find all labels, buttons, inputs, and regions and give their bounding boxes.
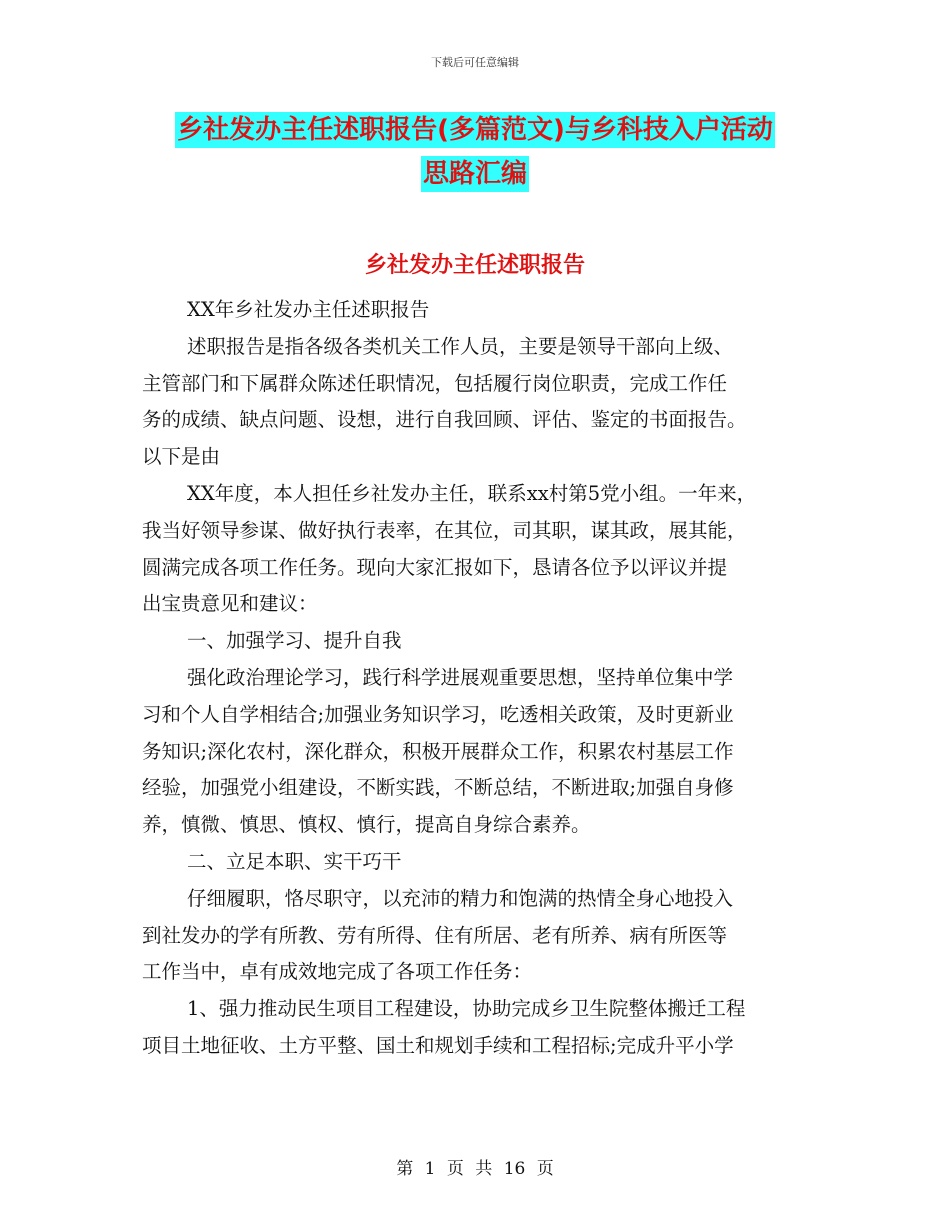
section-heading: 一、加强学习、提升自我	[187, 629, 402, 653]
header-note: 下载后可任意编辑	[431, 56, 519, 69]
paragraph-line: 1、强力推动民生项目工程建设，协助完成乡卫生院整体搬迁工程	[187, 997, 746, 1021]
page-footer: 第 1 页 共 16 页	[396, 1159, 554, 1179]
paragraph-line: 述职报告是指各级各类机关工作人员，主要是领导干部向上级、	[187, 334, 734, 358]
section-subtitle: 乡社发办主任述职报告	[364, 253, 585, 278]
paragraph-line: 习和个人自学相结合;加强业务知识学习，吃透相关政策，及时更新业	[142, 702, 734, 726]
paragraph-line: 务知识;深化农村，深化群众，积极开展群众工作，积累农村基层工作	[142, 739, 734, 763]
paragraph-line: 经验，加强党小组建设，不断实践，不断总结，不断进取;加强自身修	[142, 776, 734, 800]
section-heading: 二、立足本职、实干巧干	[187, 849, 402, 873]
paragraph-line: 强化政治理论学习，践行科学进展观重要思想，坚持单位集中学	[187, 665, 734, 689]
document-title-line-1	[0, 114, 950, 146]
paragraph-line: XX年乡社发办主任述职报告	[187, 298, 430, 321]
paragraph-line: 以下是由	[142, 445, 221, 469]
title-highlight-1: 乡社发办主任述职报告(多篇范文)与乡科技入户活动	[175, 112, 775, 148]
paragraph-line: 主管部门和下属群众陈述任职情况，包括履行岗位职责，完成工作任	[142, 371, 728, 395]
paragraph-line: 仔细履职，恪尽职守，以充沛的精力和饱满的热情全身心地投入	[187, 886, 734, 910]
paragraph-line: 我当好领导参谋、做好执行表率，在其位，司其职，谋其政，展其能，	[142, 518, 747, 542]
paragraph-line: 圆满完成各项工作任务。现向大家汇报如下，恳请各位予以评议并提	[142, 555, 728, 579]
document-title-line-2	[0, 158, 950, 190]
paragraph-line: 到社发办的学有所教、劳有所得、住有所居、老有所养、病有所医等	[142, 923, 728, 947]
paragraph-line: 务的成绩、缺点问题、设想，进行自我回顾、评估、鉴定的书面报告。	[142, 408, 747, 432]
paragraph-line: 出宝贵意见和建议：	[142, 592, 318, 616]
title-highlight-2: 思路汇编	[421, 156, 529, 192]
paragraph-line: XX年度，本人担任乡社发办主任，联系xx村第5党小组。一年来，	[187, 481, 757, 505]
paragraph-line: 养，慎微、慎思、慎权、慎行，提高自身综合素养。	[142, 813, 591, 837]
paragraph-line: 工作当中，卓有成效地完成了各项工作任务：	[142, 960, 533, 984]
body-text	[142, 292, 822, 1065]
paragraph-line: 项目土地征收、土方平整、国土和规划手续和工程招标;完成升平小学	[142, 1033, 734, 1057]
